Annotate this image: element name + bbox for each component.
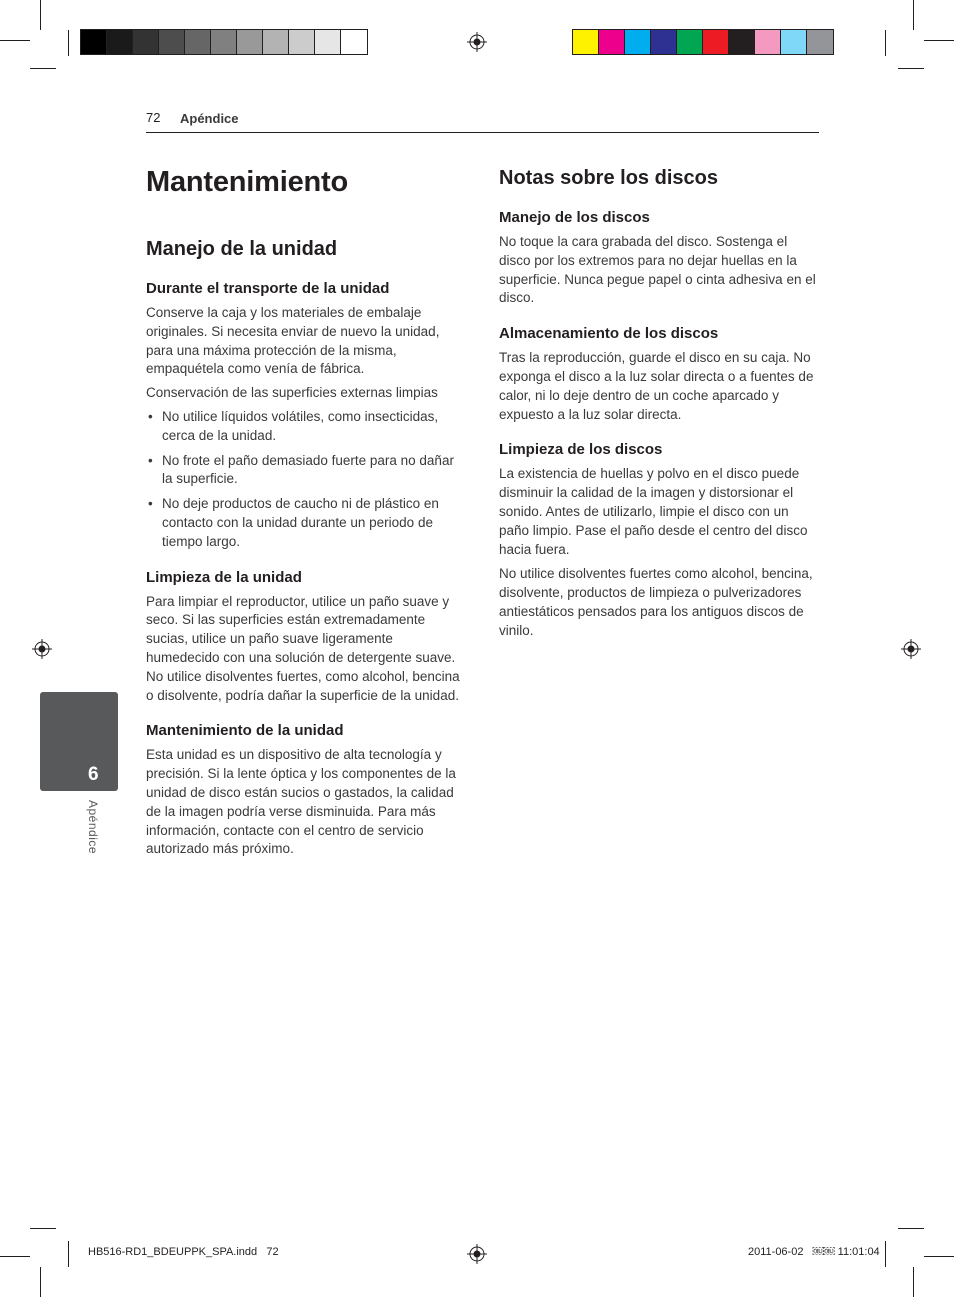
subsection-heading: Durante el transporte de la unidad	[146, 280, 390, 297]
crop-mark	[68, 30, 69, 56]
crop-mark	[913, 1267, 914, 1297]
color-swatch	[185, 30, 211, 54]
color-swatch	[729, 30, 755, 54]
list-item	[146, 452, 468, 490]
list-item-text: No utilice líquidos volátiles, como insecticidas, cerca de la unidad.	[162, 408, 439, 443]
crop-mark	[898, 68, 924, 69]
crop-mark	[40, 0, 41, 30]
crop-mark	[30, 68, 56, 69]
list-item	[146, 408, 468, 446]
subsection-heading: Limpieza de los discos	[499, 441, 663, 459]
crop-mark	[68, 1241, 69, 1267]
crop-mark	[885, 30, 886, 56]
registration-mark-icon	[467, 32, 487, 52]
page-number: 72	[146, 110, 161, 125]
footer-filename: HB516-RD1_BDEUPPK_SPA.indd 72	[88, 1246, 279, 1258]
header-rule	[146, 132, 819, 133]
paragraph: No toque la cara grabada del disco. Sostenga el disco por los extremos para no dejar huellas en la superficie. Nunca pegue papel o cinta adhesiva en el disco.	[499, 234, 816, 306]
process-color-bar	[572, 29, 834, 55]
chapter-label: Apéndice	[86, 800, 100, 855]
color-swatch	[133, 30, 159, 54]
crop-mark	[40, 1267, 41, 1297]
right-column	[499, 162, 821, 641]
subsection-heading: Mantenimiento de la unidad	[146, 722, 344, 740]
subsection-heading: Limpieza de la unidad	[146, 568, 302, 586]
color-swatch	[651, 30, 677, 54]
crop-mark	[898, 1228, 924, 1229]
left-column	[146, 162, 468, 859]
crop-mark	[0, 1256, 30, 1257]
crop-mark	[885, 1241, 886, 1267]
registration-mark-icon	[901, 639, 921, 659]
paragraph: Tras la reproducción, guarde el disco en su caja. No exponga el disco a la luz solar directa o a fuentes de calor, ni lo deje dentro de un coche aparcado y expuesto a la luz solar directa.	[499, 350, 814, 422]
crop-mark	[30, 1228, 56, 1229]
footer-timestamp: 2011-06-02 ￼￼ 11:01:04	[748, 1246, 880, 1258]
color-swatch	[341, 30, 367, 54]
paragraph: Conservación de las superficies externas limpias	[146, 385, 438, 401]
color-swatch	[237, 30, 263, 54]
list-item	[146, 495, 468, 551]
chapter-tab	[40, 692, 118, 791]
color-swatch	[289, 30, 315, 54]
running-header: Apéndice	[180, 111, 239, 126]
registration-mark-icon	[467, 1244, 487, 1264]
section-heading: Notas sobre los discos	[499, 167, 718, 189]
crop-mark	[924, 1256, 954, 1257]
color-swatch	[107, 30, 133, 54]
color-swatch	[781, 30, 807, 54]
color-swatch	[703, 30, 729, 54]
color-swatch	[807, 30, 833, 54]
bullet-icon: •	[148, 408, 153, 424]
chapter-number: 6	[88, 764, 99, 785]
section-heading: Manejo de la unidad	[146, 238, 338, 260]
crop-mark	[924, 40, 954, 41]
bullet-icon: •	[148, 452, 153, 468]
color-swatch	[755, 30, 781, 54]
color-swatch	[625, 30, 651, 54]
grayscale-color-bar	[80, 29, 368, 55]
crop-mark	[0, 40, 30, 41]
paragraph: Para limpiar el reproductor, utilice un paño suave y seco. Si las superficies están extremadamente sucias, utilice un paño suave ligeramente humedecido con una solución de detergente suave. No utilice disolventes fuertes, como alcohol, bencina o disolvente, podría dañar la superficie de la unidad.	[146, 593, 460, 703]
color-swatch	[315, 30, 341, 54]
subsection-heading: Almacenamiento de los discos	[499, 325, 719, 343]
registration-mark-icon	[32, 639, 52, 659]
color-swatch	[677, 30, 703, 54]
paragraph: Esta unidad es un dispositivo de alta tecnología y precisión. Si la lente óptica y los componentes de la unidad de disco están sucios o gastados, la calidad de la imagen podría verse disminuida. Para más información, contacte con el centro de servicio autorizado más próximo.	[146, 747, 456, 857]
color-swatch	[599, 30, 625, 54]
bullet-icon: •	[148, 496, 153, 512]
color-swatch	[263, 30, 289, 54]
color-swatch	[81, 30, 107, 54]
color-swatch	[211, 30, 237, 54]
paragraph: Conserve la caja y los materiales de embalaje originales. Si necesita enviar de nuevo la unidad, para una máxima protección de la misma, empaquétela como venía de fábrica.	[146, 305, 440, 377]
color-swatch	[159, 30, 185, 54]
subsection-heading: Manejo de los discos	[499, 209, 650, 226]
bullet-list	[146, 408, 468, 552]
crop-mark	[913, 0, 914, 30]
list-item-text: No deje productos de caucho ni de plástico en contacto con la unidad durante un periodo de tiempo largo.	[162, 496, 439, 549]
page-title: Mantenimiento	[146, 166, 349, 198]
list-item-text: No frote el paño demasiado fuerte para no dañar la superficie.	[162, 452, 454, 487]
paragraph: La existencia de huellas y polvo en el disco puede disminuir la calidad de la imagen y distorsionar el sonido. Antes de utilizarlo, limpie el disco con un paño limpio. Pase el paño desde el centro del disco hacia fuera.	[499, 466, 808, 557]
color-swatch	[573, 30, 599, 54]
paragraph: No utilice disolventes fuertes como alcohol, bencina, disolvente, productos de limpieza o pulverizadores antiestáticos pensados para los antiguos discos de vinilo.	[499, 566, 813, 638]
